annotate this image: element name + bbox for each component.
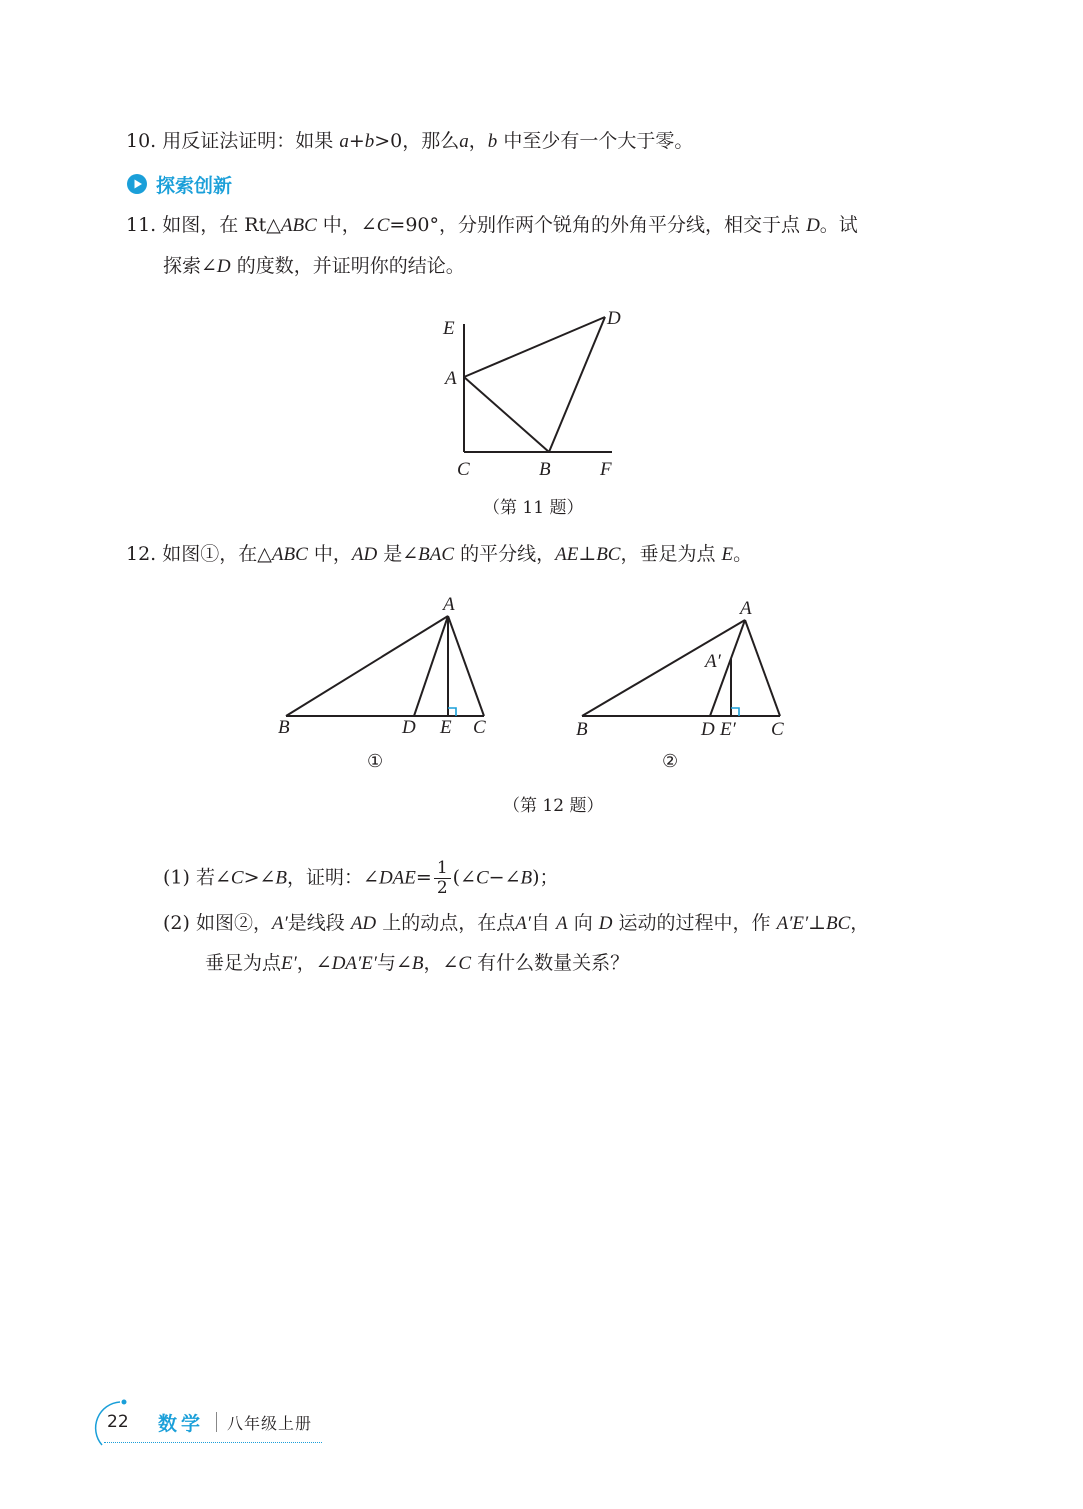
math-var: AD bbox=[350, 913, 377, 934]
math-op: ⊥ bbox=[578, 543, 597, 565]
label-f: F bbox=[600, 459, 612, 480]
label-c: C bbox=[771, 719, 784, 740]
fraction bbox=[434, 859, 451, 898]
math-op: + bbox=[348, 130, 365, 152]
question-12-part-2-line-2 bbox=[205, 951, 629, 976]
right-angle-mark bbox=[448, 708, 456, 716]
math-var: AE bbox=[555, 544, 579, 565]
math-var: E′ bbox=[281, 953, 297, 974]
math-var: A bbox=[556, 913, 568, 934]
figure-11 bbox=[430, 300, 650, 490]
question-text: ，∠ bbox=[423, 952, 459, 974]
math-var: C bbox=[458, 953, 472, 974]
question-10 bbox=[126, 129, 693, 154]
question-text: 如图，在 Rt△ bbox=[162, 214, 281, 236]
math-var: BAC bbox=[418, 544, 455, 565]
footer-divider bbox=[216, 1412, 217, 1432]
math-var: C bbox=[376, 215, 390, 236]
math-var: A′E′ bbox=[776, 913, 809, 934]
question-12-part-2-line-1 bbox=[163, 911, 869, 936]
math-var: a bbox=[459, 131, 469, 152]
question-text: 如图②， bbox=[195, 912, 272, 934]
right-angle-mark bbox=[731, 708, 739, 716]
label-e-prime: E′ bbox=[720, 719, 736, 740]
question-text: 自 bbox=[530, 912, 550, 934]
math-var: B bbox=[275, 867, 288, 889]
math-var: B bbox=[411, 953, 424, 974]
math-var: BC bbox=[596, 544, 621, 565]
figure-11-caption: （第 11 题） bbox=[483, 498, 584, 518]
question-text: 中至少有一个大于零。 bbox=[503, 130, 694, 152]
question-text: 是∠ bbox=[383, 543, 419, 565]
part-label: (1) bbox=[163, 866, 190, 889]
label-b: B bbox=[576, 719, 588, 740]
label-e: E bbox=[440, 717, 452, 738]
question-text: =90°，分别作两个锐角的外角平分线，相交于点 bbox=[389, 214, 801, 236]
page-number: 22 bbox=[107, 1412, 129, 1432]
figure-12-2 bbox=[570, 592, 810, 777]
question-text: 运动的过程中，作 bbox=[618, 912, 771, 934]
question-text: 中，∠ bbox=[322, 214, 377, 236]
question-text: 如图①，在△ bbox=[162, 543, 272, 565]
math-var: D bbox=[598, 913, 613, 934]
math-var: C bbox=[475, 867, 489, 889]
math-var: D bbox=[806, 215, 820, 236]
question-text: 有什么数量关系？ bbox=[477, 952, 630, 974]
question-text: )； bbox=[532, 866, 559, 889]
grade-label: 八年级上册 bbox=[227, 1414, 313, 1433]
math-var: D bbox=[216, 256, 231, 277]
figure-12-1 bbox=[270, 592, 510, 777]
question-12 bbox=[126, 542, 752, 567]
math-var: DA′E′ bbox=[331, 953, 377, 974]
label-d: D bbox=[701, 719, 715, 740]
math-var: b bbox=[364, 131, 375, 152]
question-text: 垂足为点 bbox=[205, 952, 282, 974]
question-number: 12. bbox=[126, 543, 157, 565]
question-number: 11. bbox=[126, 214, 157, 236]
question-text: 。 bbox=[733, 543, 753, 565]
math-var: AD bbox=[351, 544, 378, 565]
figure-mark-2: ② bbox=[662, 751, 679, 771]
label-a-prime: A′ bbox=[705, 651, 721, 672]
part-label: (2) bbox=[163, 912, 190, 934]
question-text: 若∠ bbox=[195, 866, 231, 889]
math-var: ABC bbox=[280, 215, 317, 236]
label-d: D bbox=[402, 717, 416, 738]
question-text: 与∠ bbox=[376, 952, 412, 974]
section-header bbox=[126, 171, 232, 197]
math-op: = bbox=[415, 866, 432, 889]
label-e: E bbox=[443, 318, 455, 339]
question-text: 是线段 bbox=[287, 912, 345, 934]
question-text: (∠ bbox=[452, 866, 476, 889]
question-text: ， bbox=[468, 130, 488, 152]
figure-mark-1: ① bbox=[367, 751, 384, 771]
math-var: C bbox=[230, 867, 244, 889]
fraction-numerator: 1 bbox=[434, 859, 451, 879]
figure-12-caption: （第 12 题） bbox=[503, 796, 604, 816]
label-c: C bbox=[473, 717, 486, 738]
question-text: 。试 bbox=[819, 214, 858, 236]
question-number: 10. bbox=[126, 130, 157, 152]
segment-ac bbox=[745, 620, 780, 716]
question-text: 的平分线， bbox=[460, 543, 556, 565]
question-text: >0，那么 bbox=[374, 130, 460, 152]
question-11-line-1 bbox=[126, 213, 858, 238]
question-text: 中， bbox=[313, 543, 352, 565]
math-var: ABC bbox=[271, 544, 308, 565]
math-op: −∠ bbox=[488, 866, 521, 889]
question-text: 探索∠ bbox=[163, 255, 217, 277]
label-a: A bbox=[445, 368, 457, 389]
math-var: A′ bbox=[515, 913, 531, 934]
question-text: ，∠ bbox=[296, 952, 332, 974]
question-12-part-1 bbox=[163, 859, 559, 898]
math-var: B bbox=[520, 867, 533, 889]
math-var: A′ bbox=[271, 913, 288, 934]
play-circle-icon bbox=[126, 173, 148, 195]
question-text: 上的动点，在点 bbox=[382, 912, 516, 934]
label-b: B bbox=[278, 717, 290, 738]
question-text: ，证明：∠ bbox=[287, 866, 379, 889]
page-footer bbox=[90, 1395, 330, 1450]
label-d: D bbox=[607, 308, 621, 329]
segment-ab bbox=[464, 377, 549, 452]
math-var: BC bbox=[826, 913, 851, 934]
math-var: E bbox=[721, 544, 734, 565]
question-text: ， bbox=[850, 912, 870, 934]
label-b: B bbox=[539, 459, 551, 480]
math-var: b bbox=[487, 131, 498, 152]
question-text: >∠ bbox=[243, 866, 276, 889]
fraction-denominator: 2 bbox=[436, 878, 448, 898]
segment-ad bbox=[414, 616, 448, 716]
section-title: 探索创新 bbox=[156, 174, 233, 197]
question-text: 的度数，并证明你的结论。 bbox=[236, 255, 465, 277]
subject-name: 数学 bbox=[158, 1413, 205, 1435]
label-a: A bbox=[740, 598, 752, 619]
question-text: 用反证法证明：如果 bbox=[162, 130, 334, 152]
question-text: ，垂足为点 bbox=[620, 543, 716, 565]
label-a: A bbox=[443, 594, 455, 615]
label-c: C bbox=[457, 459, 470, 480]
footer-dotted-rule bbox=[104, 1442, 322, 1443]
segment-ac bbox=[448, 616, 484, 716]
question-text: 向 bbox=[573, 912, 593, 934]
math-var: DAE bbox=[378, 867, 416, 889]
math-var: a bbox=[339, 131, 349, 152]
segment-ab bbox=[286, 616, 448, 716]
math-op: ⊥ bbox=[808, 912, 826, 934]
question-11-line-2 bbox=[163, 254, 465, 279]
